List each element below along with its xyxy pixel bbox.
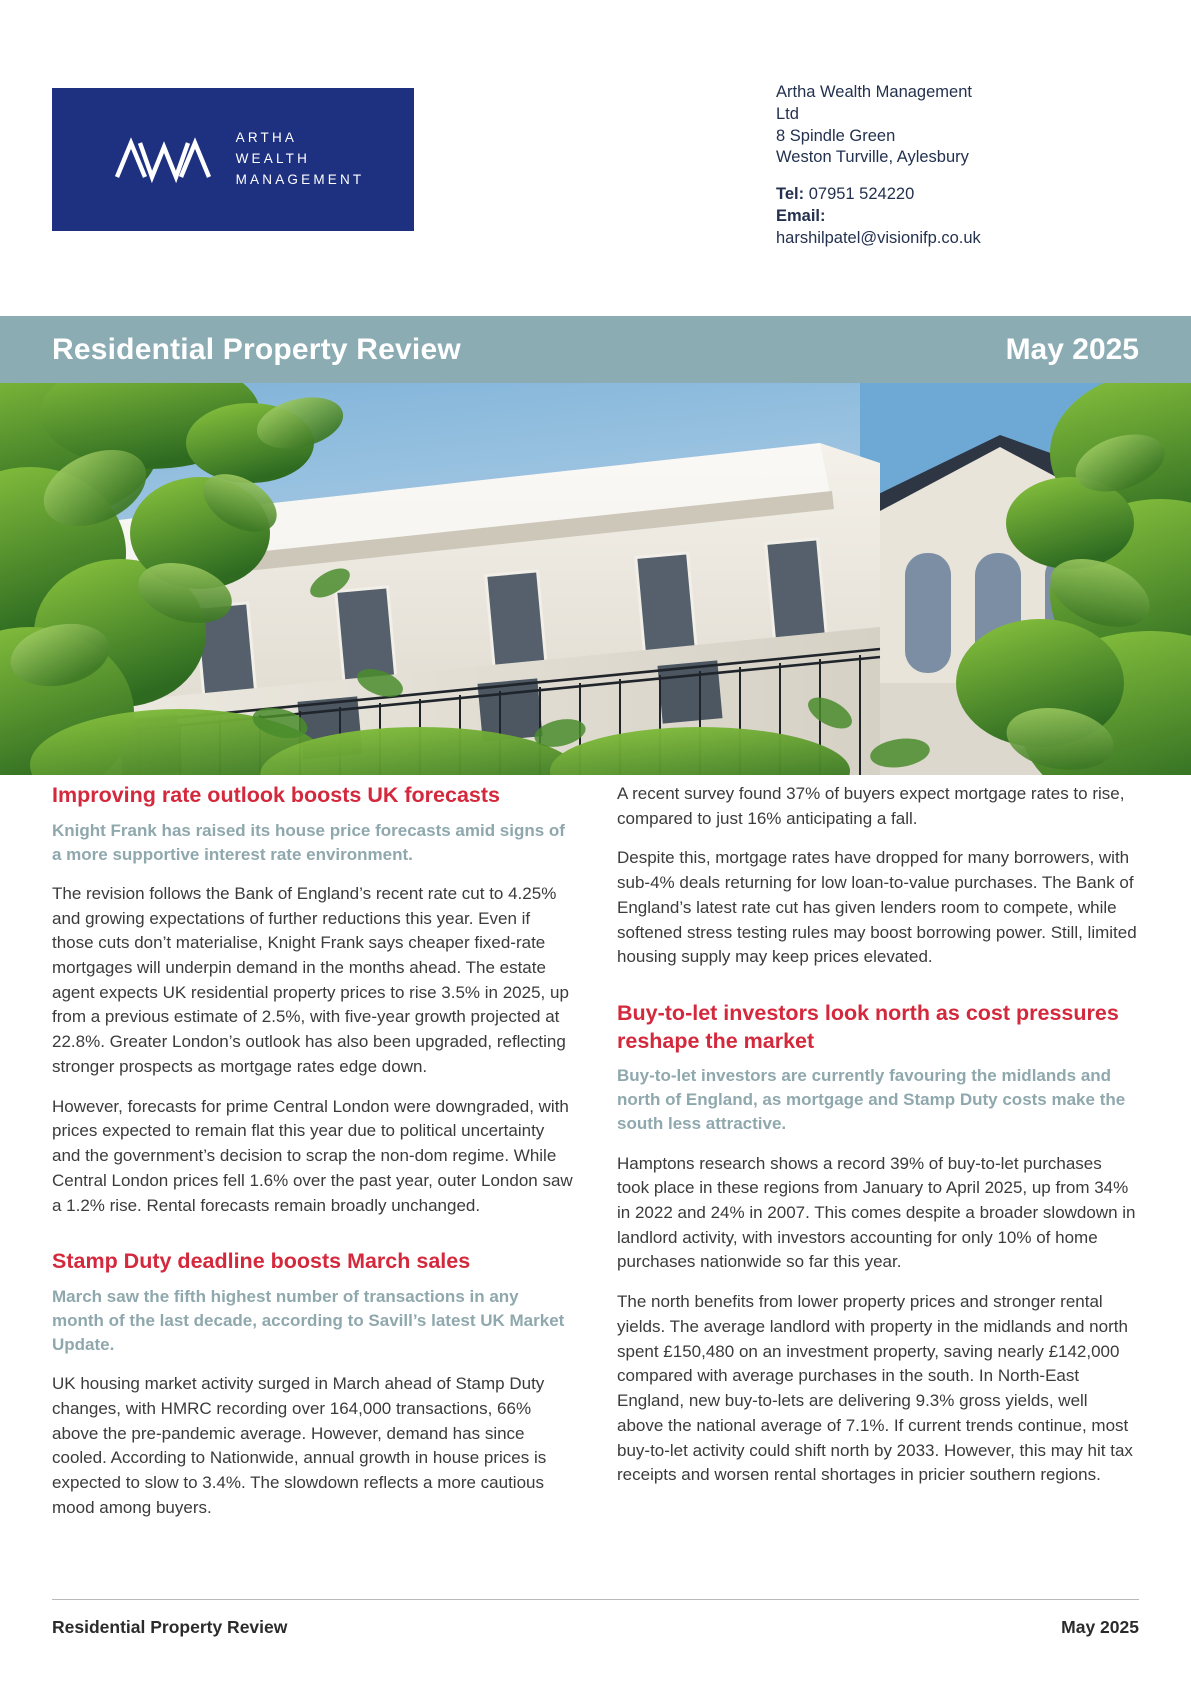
article-paragraph: A recent survey found 37% of buyers expect mortgage rates to rise, compared to just 16% anticipating a fall. bbox=[617, 784, 1125, 828]
publication-date: May 2025 bbox=[1005, 332, 1139, 366]
telephone-row bbox=[776, 184, 1076, 206]
document-footer bbox=[52, 1617, 1139, 1638]
footer-divider bbox=[52, 1599, 1139, 1600]
left-column bbox=[52, 782, 573, 1521]
article-paragraph: The north benefits from lower property prices and stronger rental yields. The average landlord with property in the midlands and north spent £150,480 on an investment property, saving nearly £142,000 compared with average purchases in the south. In North-East England, new buy-to-lets are delivering 9.3% gross yields, well above the national average of 7.1%. If current trends continue, most buy-to-let activity could shift north by 2033. However, this may hit tax receipts and worsen rental shortages in pricier southern regions. bbox=[617, 1292, 1133, 1485]
article-heading-improving-rate-outlook: Improving rate outlook boosts UK forecasts bbox=[52, 783, 500, 807]
article-paragraph: UK housing market activity surged in March ahead of Stamp Duty changes, with HMRC recording over 164,000 transactions, 66% above the pre-pandemic average. However, demand has since cooled. According to Nationwide, annual growth in house prices is expected to slow to 3.4%. The slowdown reflects a more cautious mood among buyers. bbox=[52, 1374, 547, 1517]
company-name-line2: Ltd bbox=[776, 104, 799, 123]
telephone-label: Tel: bbox=[776, 185, 805, 204]
awm-monogram-icon bbox=[114, 131, 218, 188]
article-paragraph: Hamptons research shows a record 39% of buy-to-let purchases took place in these regions from January to April 2025, up from 34% in 2022 and 24% in 2007. This comes despite a broader slowdown in landlord activity, with investors accounting for only 10% of home purchases nationwide so far this year. bbox=[617, 1153, 1136, 1272]
article-heading-buy-to-let-north: Buy-to-let investors look north as cost pressures reshape the market bbox=[617, 1001, 1119, 1053]
hero-photo bbox=[0, 383, 1191, 775]
address-line1: 8 Spindle Green bbox=[776, 126, 896, 145]
logo-word-wealth: WEALTH bbox=[235, 151, 311, 167]
title-banner bbox=[0, 316, 1191, 383]
footer-title: Residential Property Review bbox=[52, 1617, 288, 1637]
logo-word-artha: ARTHA bbox=[235, 130, 298, 146]
publication-title: Residential Property Review bbox=[52, 332, 461, 366]
email-value[interactable]: harshilpatel@visionifp.co.uk bbox=[776, 228, 981, 247]
right-column bbox=[617, 782, 1138, 1521]
article-standfirst-improving-rate-outlook: Knight Frank has raised its house price forecasts amid signs of a more supportive interest rate environment. bbox=[52, 820, 565, 864]
article-standfirst-stamp-duty-deadline: March saw the fifth highest number of transactions in any month of the last decade, according to Savill’s latest UK Market Update. bbox=[52, 1286, 565, 1355]
footer-date: May 2025 bbox=[1061, 1617, 1139, 1637]
contact-block bbox=[776, 82, 1076, 249]
article-paragraph: The revision follows the Bank of England’s recent rate cut to 4.25% and growing expectations of further reductions this year. Even if those cuts don’t materialise, Knight Frank says cheaper fixed-rate mortgages will underpin demand in the months ahead. The estate agent expects UK residential property prices to rise 3.5% in 2025, up from a previous estimate of 2.5%, with five-year growth projected at 22.8%. Greater London’s outlook has also been upgraded, reflecting stronger prospects as mortgage rates edge down. bbox=[52, 883, 569, 1076]
address-line2: Weston Turville, Aylesbury bbox=[776, 148, 969, 167]
logo-wordmark bbox=[236, 128, 365, 191]
article-paragraph: However, forecasts for prime Central London were downgraded, with prices expected to remain flat this year due to political uncertainty and the government’s decision to scrap the non-dom regime. While Central London prices fell 1.6% over the past year, outer London saw a 1.2% rise. Rental forecasts remain broadly unchanged. bbox=[52, 1096, 573, 1215]
article-columns bbox=[52, 782, 1139, 1521]
article-paragraph: Despite this, mortgage rates have dropped for many borrowers, with sub-4% deals returning for low loan-to-value purchases. The Bank of England’s latest rate cut has given lenders room to compete, while softened stress testing rules may boost borrowing power. Still, limited housing supply may keep prices elevated. bbox=[617, 848, 1137, 967]
email-label: Email: bbox=[776, 206, 826, 225]
company-name-line1: Artha Wealth Management bbox=[776, 83, 972, 101]
document-header bbox=[0, 0, 1191, 310]
company-logo bbox=[52, 88, 414, 231]
article-standfirst-buy-to-let-north: Buy-to-let investors are currently favouring the midlands and north of England, as mortgage and Stamp Duty costs make the south less attractive. bbox=[617, 1066, 1126, 1134]
article-heading-stamp-duty-deadline: Stamp Duty deadline boosts March sales bbox=[52, 1249, 471, 1274]
logo-word-management: MANAGEMENT bbox=[235, 171, 365, 187]
telephone-value: 07951 524220 bbox=[808, 185, 915, 204]
